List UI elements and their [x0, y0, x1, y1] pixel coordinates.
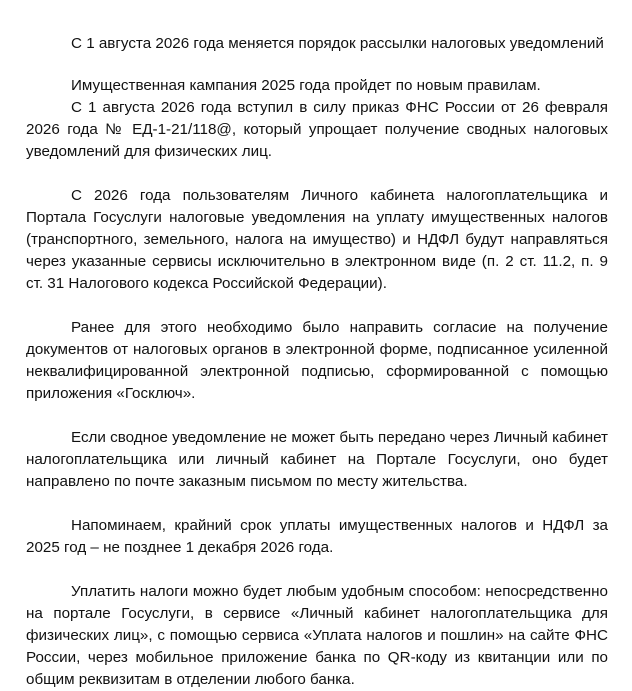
paragraph-order: С 1 августа 2026 года вступил в силу приказ ФНС России от 26 февраля 2026 года № ЕД-1-21/118@, который упрощает получение сводных налоговых уведомлений для физических лиц.: [26, 99, 608, 160]
paragraph-electronic-delivery: С 2026 года пользователям Личного кабинета налогоплательщика и Портала Госуслуги налоговые уведомления на уплату имущественных налогов (транспортного, земельного, налога на имущество) и НДФЛ будут направляться через указанные сервисы исключительно в электронном виде (п. 2 ст. 11.2, п. 9 ст. 31 Налогового кодекса Российской Федерации).: [26, 187, 608, 292]
paragraph-deadline: Напоминаем, крайний срок уплаты имущественных налогов и НДФЛ за 2025 год – не позднее 1 декабря 2026 года.: [26, 517, 608, 556]
paragraph-intro: Имущественная кампания 2025 года пройдет по новым правилам.: [71, 77, 541, 94]
paragraph-previous-procedure: Ранее для этого необходимо было направить согласие на получение документов от налоговых органов в электронной форме, подписанное усиленной неквалифицированной электронной подписью, сформированной с помощью приложения «Госключ».: [26, 319, 608, 402]
paragraph-postal-delivery: Если сводное уведомление не может быть передано через Личный кабинет налогоплательщика или личный кабинет на Портале Госуслуги, оно будет направлено по почте заказным письмом по месту жительства.: [26, 429, 608, 490]
document: [26, 33, 608, 691]
document-title: С 1 августа 2026 года меняется порядок рассылки налоговых уведомлений: [71, 35, 604, 52]
paragraph-payment-methods: Уплатить налоги можно будет любым удобным способом: непосредственно на портале Госуслуги, в сервисе «Личный кабинет налогоплательщика для физических лиц», с помощью сервиса «Уплата налогов и пошлин» на сайте ФНС России, через мобильное приложение банка по QR-коду из квитанции или по общим реквизитам в отделении любого банка.: [26, 583, 608, 688]
